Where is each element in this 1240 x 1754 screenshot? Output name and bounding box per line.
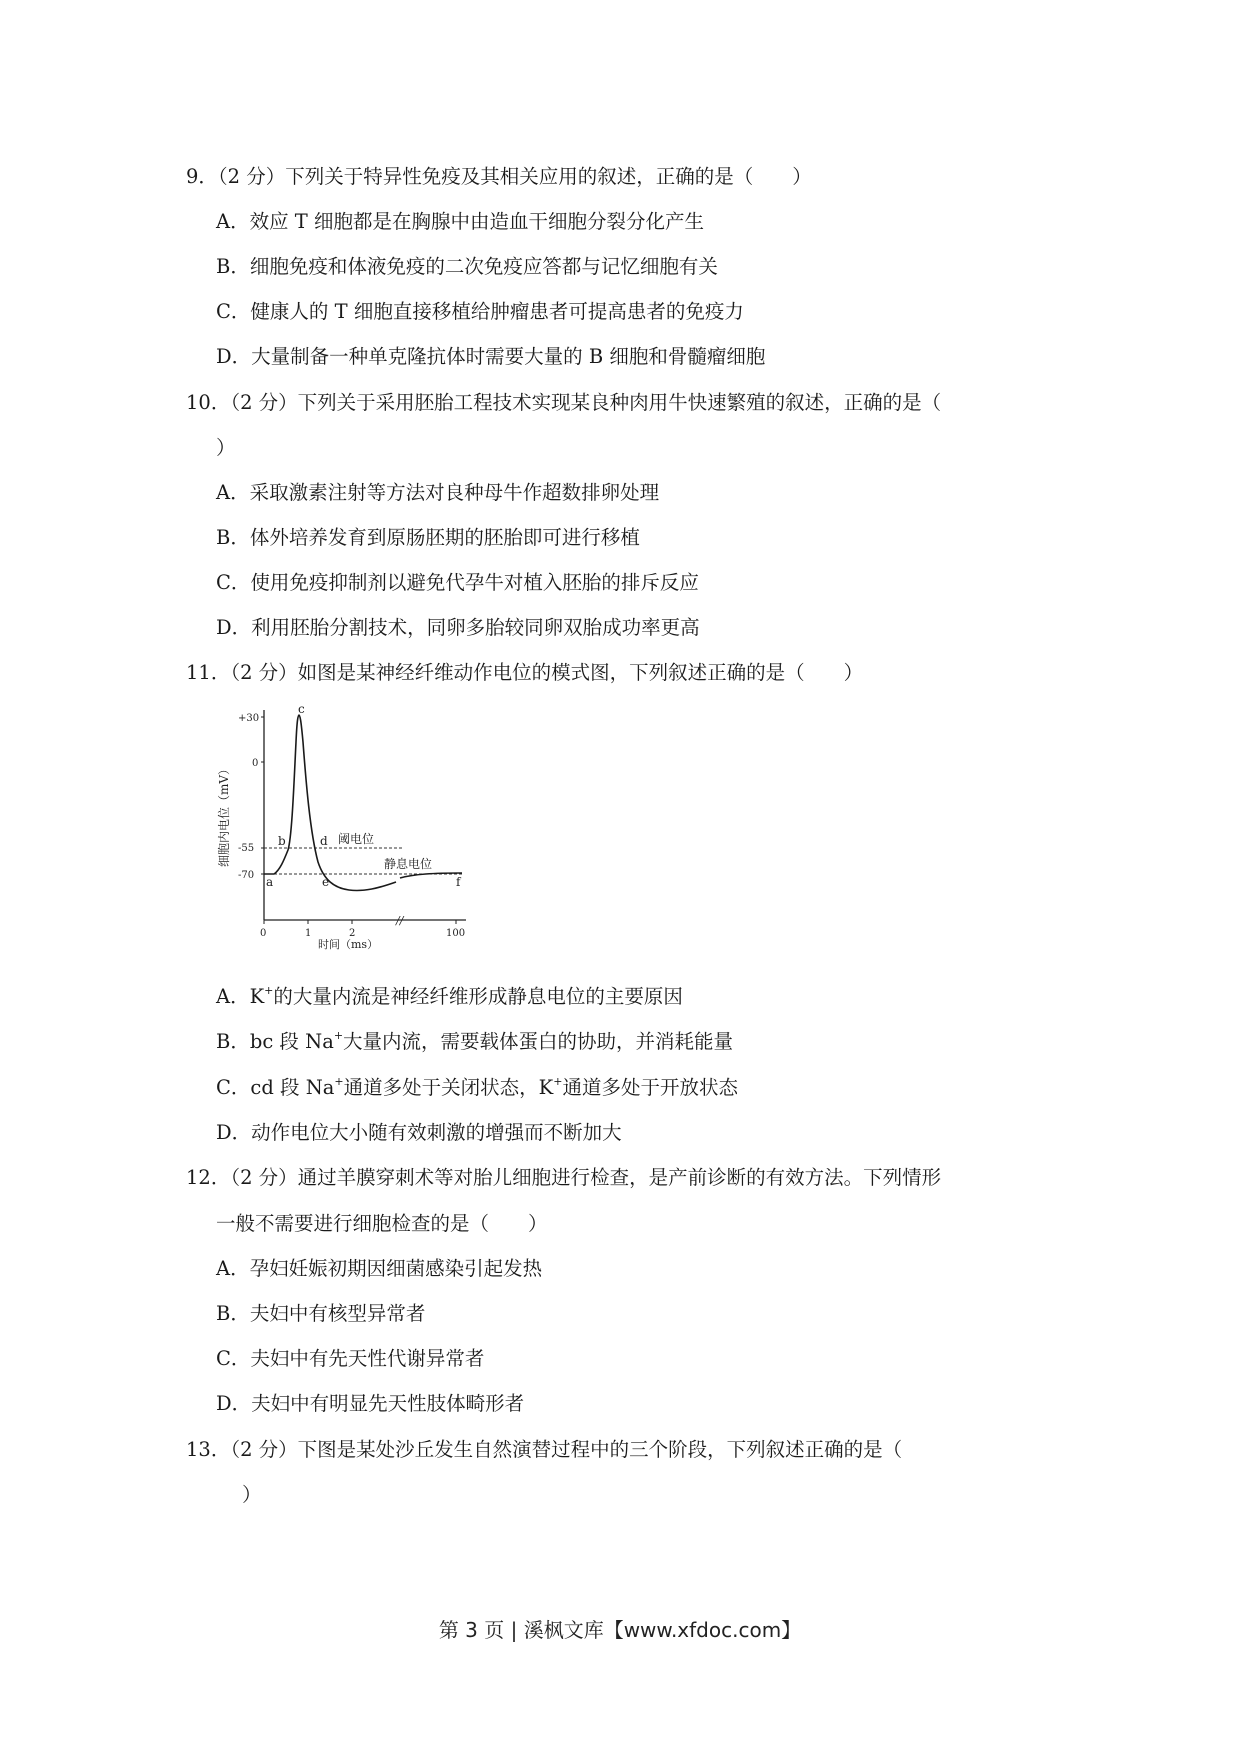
question-10-option-c: C．使用免疫抑制剂以避免代孕牛对植入胚胎的排斥反应 bbox=[216, 571, 699, 594]
action-potential-figure bbox=[217, 702, 472, 951]
question-12-option-c: C．夫妇中有先天性代谢异常者 bbox=[216, 1347, 485, 1370]
question-11-option-a: A．K+的大量内流是神经纤维形成静息电位的主要原因 bbox=[216, 983, 683, 1008]
question-10-option-b: B．体外培养发育到原肠胚期的胚胎即可进行移植 bbox=[216, 526, 640, 549]
question-10-option-a: A．采取激素注射等方法对良种母牛作超数排卵处理 bbox=[216, 481, 660, 504]
point-label-f: f bbox=[456, 875, 461, 889]
point-label-a: a bbox=[266, 875, 274, 889]
figure-xtick-1: 1 bbox=[305, 928, 312, 939]
question-11-stem: 11．（2 分）如图是某神经纤维动作电位的模式图，下列叙述正确的是（ ） bbox=[186, 661, 864, 684]
question-9-option-d: D．大量制备一种单克隆抗体时需要大量的 B 细胞和骨髓瘤细胞 bbox=[216, 345, 766, 368]
question-11-option-c: C．cd 段 Na+通道多处于关闭状态，K+通道多处于开放状态 bbox=[216, 1074, 738, 1099]
question-12-stem-continuation: 一般不需要进行细胞检查的是（ ） bbox=[216, 1212, 548, 1235]
question-9-option-c: C．健康人的 T 细胞直接移植给肿瘤患者可提高患者的免疫力 bbox=[216, 300, 744, 323]
figure-ytick-70: -70 bbox=[238, 870, 255, 881]
figure-ylabel: 细胞内电位（mV） bbox=[217, 762, 231, 867]
figure-xtick-100: 100 bbox=[446, 928, 466, 939]
figure-ytick-0: 0 bbox=[252, 758, 259, 769]
question-9-option-a: A．效应 T 细胞都是在胸腺中由造血干细胞分裂分化产生 bbox=[216, 210, 704, 233]
question-10-stem: 10．（2 分）下列关于采用胚胎工程技术实现某良种肉用牛快速繁殖的叙述，正确的是（ bbox=[186, 391, 942, 414]
question-12-option-b: B．夫妇中有核型异常者 bbox=[216, 1302, 426, 1325]
point-label-e: e bbox=[322, 875, 330, 889]
point-label-c: c bbox=[298, 702, 305, 716]
figure-ytick-55: -55 bbox=[238, 843, 255, 854]
resting-label: 静息电位 bbox=[384, 857, 433, 871]
question-12-option-d: D．夫妇中有明显先天性肢体畸形者 bbox=[216, 1392, 525, 1415]
page-footer: 第 3 页 | 溪枫文库【www.xfdoc.com】 bbox=[438, 1618, 802, 1642]
question-9-option-b: B．细胞免疫和体液免疫的二次免疫应答都与记忆细胞有关 bbox=[216, 255, 718, 278]
question-11-option-d: D．动作电位大小随有效刺激的增强而不断加大 bbox=[216, 1121, 622, 1144]
question-13-stem-continuation: ） bbox=[242, 1483, 262, 1506]
point-label-b: b bbox=[278, 834, 286, 848]
question-12-stem: 12．（2 分）通过羊膜穿刺术等对胎儿细胞进行检查，是产前诊断的有效方法。下列情形 bbox=[186, 1166, 942, 1189]
question-12-option-a: A．孕妇妊娠初期因细菌感染引起发热 bbox=[216, 1257, 543, 1280]
question-9-stem: 9．（2 分）下列关于特异性免疫及其相关应用的叙述，正确的是（ ） bbox=[186, 165, 812, 188]
threshold-label: 阈电位 bbox=[338, 832, 375, 846]
question-10-stem-continuation: ） bbox=[216, 436, 236, 459]
point-label-d: d bbox=[320, 834, 328, 848]
question-10-option-d: D．利用胚胎分割技术，同卵多胎较同卵双胎成功率更高 bbox=[216, 616, 700, 639]
figure-xlabel: 时间（ms） bbox=[318, 938, 379, 951]
figure-ytick-30: +30 bbox=[238, 713, 260, 724]
figure-xtick-0: 0 bbox=[260, 928, 267, 939]
figure-xtick-2: 2 bbox=[349, 928, 356, 939]
question-13-stem: 13．（2 分）下图是某处沙丘发生自然演替过程中的三个阶段，下列叙述正确的是（ bbox=[186, 1438, 903, 1461]
action-potential-curve bbox=[264, 715, 462, 891]
figure-axis-break: // bbox=[396, 914, 404, 927]
question-11-option-b: B．bc 段 Na+大量内流，需要载体蛋白的协助，并消耗能量 bbox=[216, 1028, 734, 1053]
